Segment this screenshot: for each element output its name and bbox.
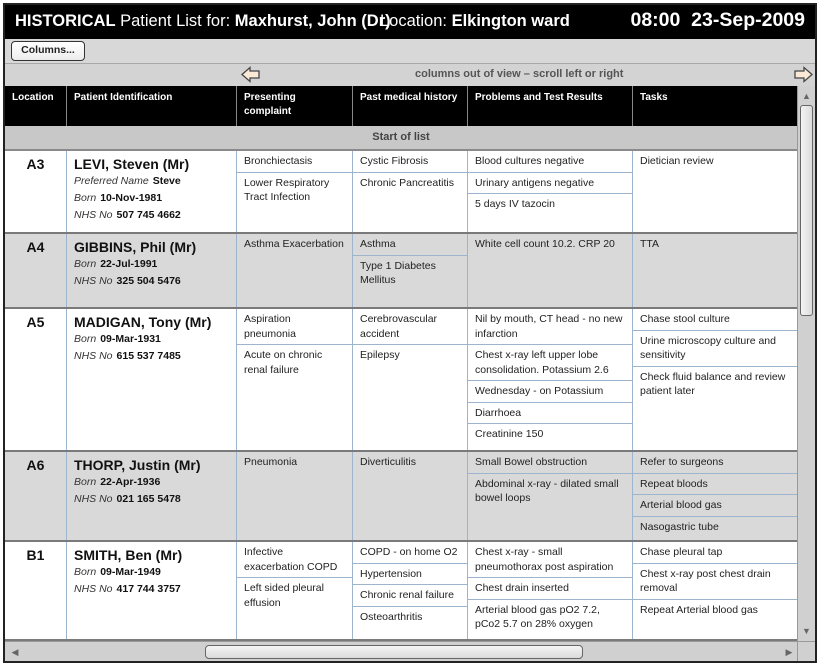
nhs-number-value: 417 744 3757 bbox=[116, 583, 181, 595]
patient-identification bbox=[67, 151, 237, 232]
past-medical-history-cell bbox=[353, 151, 468, 232]
bed-location: A5 bbox=[5, 309, 67, 450]
presenting-complaint[interactable]: Pneumonia bbox=[244, 456, 298, 468]
location-name: Elkington ward bbox=[451, 12, 570, 30]
problem-result[interactable]: Small Bowel obstruction bbox=[468, 452, 632, 474]
task[interactable]: Chase pleural tap bbox=[633, 542, 797, 564]
past-medical-history[interactable]: Cystic Fibrosis bbox=[353, 151, 467, 173]
patient-identification bbox=[67, 542, 237, 639]
problem-result[interactable]: Blood cultures negative bbox=[468, 151, 632, 173]
column-header-location[interactable]: Location bbox=[5, 86, 67, 126]
scroll-right-icon[interactable]: ▶ bbox=[785, 647, 793, 657]
nhs-number bbox=[74, 273, 229, 290]
past-medical-history-cell bbox=[353, 452, 468, 540]
vertical-scrollbar[interactable] bbox=[797, 86, 815, 641]
column-header-patient-identification[interactable]: Patient Identification bbox=[67, 86, 237, 126]
past-medical-history[interactable]: COPD - on home O2 bbox=[353, 542, 467, 564]
problem-result-cell bbox=[468, 542, 633, 639]
task[interactable]: Chest x-ray post chest drain removal bbox=[633, 564, 797, 600]
nhs-number-label: NHS No bbox=[74, 350, 113, 362]
location-label: Location: bbox=[380, 12, 447, 30]
past-medical-history[interactable]: Chronic Pancreatitis bbox=[360, 176, 454, 189]
task[interactable]: Repeat Arterial blood gas bbox=[640, 603, 758, 616]
title-bar bbox=[5, 5, 815, 39]
horizontal-scrollbar[interactable] bbox=[5, 641, 815, 661]
date-of-birth-label: Born bbox=[74, 476, 97, 488]
past-medical-history[interactable]: Type 1 Diabetes Mellitus bbox=[360, 259, 436, 286]
task[interactable]: Dietician review bbox=[640, 155, 714, 167]
problem-result-cell bbox=[468, 151, 633, 232]
task[interactable]: Check fluid balance and review patient later bbox=[640, 370, 786, 397]
past-medical-history-cell bbox=[353, 309, 468, 450]
patient-name[interactable]: THORP, Justin (Mr) bbox=[74, 457, 201, 473]
task[interactable]: TTA bbox=[640, 238, 660, 250]
date-of-birth-value: 22-Jul-1991 bbox=[100, 258, 158, 270]
past-medical-history[interactable]: Chronic renal failure bbox=[353, 585, 467, 607]
task[interactable]: Urine microscopy culture and sensitivity bbox=[633, 331, 797, 367]
presenting-complaint[interactable]: Left sided pleural effusion bbox=[244, 582, 324, 609]
arrow-left-icon[interactable] bbox=[241, 66, 261, 83]
nhs-number bbox=[74, 581, 229, 598]
nhs-number-value: 615 537 7485 bbox=[116, 350, 181, 362]
task-cell bbox=[633, 151, 797, 232]
task-cell bbox=[633, 542, 797, 639]
patient-name[interactable]: GIBBINS, Phil (Mr) bbox=[74, 239, 197, 255]
patient-identification bbox=[67, 452, 237, 540]
patient-name[interactable]: LEVI, Steven (Mr) bbox=[74, 156, 190, 172]
presenting-complaint[interactable]: Infective exacerbation COPD bbox=[237, 542, 352, 578]
patient-grid bbox=[5, 86, 797, 641]
problem-result[interactable]: Chest drain inserted bbox=[468, 578, 632, 600]
past-medical-history-cell bbox=[353, 542, 468, 639]
presenting-complaint-cell bbox=[237, 542, 353, 639]
column-header-row bbox=[5, 86, 797, 126]
past-medical-history-cell bbox=[353, 234, 468, 307]
bed-location: A3 bbox=[5, 151, 67, 232]
patient-row[interactable] bbox=[5, 542, 797, 641]
problem-result[interactable]: Arterial blood gas pO2 7.2, pCo2 5.7 on 28% oxygen bbox=[475, 603, 600, 630]
date-of-birth-label: Born bbox=[74, 566, 97, 578]
nhs-number-label: NHS No bbox=[74, 209, 113, 221]
list-label: Patient List for: bbox=[120, 12, 231, 30]
bed-location: A6 bbox=[5, 452, 67, 540]
date-of-birth-value: 09-Mar-1931 bbox=[100, 333, 161, 345]
problem-result[interactable]: 5 days IV tazocin bbox=[475, 198, 555, 210]
date-of-birth-label: Born bbox=[74, 192, 97, 204]
date-of-birth bbox=[74, 256, 229, 273]
scroll-up-icon[interactable]: ▲ bbox=[802, 91, 811, 101]
date-of-birth-value: 09-Mar-1949 bbox=[100, 566, 161, 578]
patient-name[interactable]: SMITH, Ben (Mr) bbox=[74, 547, 183, 563]
presenting-complaint[interactable]: Acute on chronic renal failure bbox=[244, 349, 323, 376]
presenting-complaint[interactable]: Bronchiectasis bbox=[237, 151, 352, 173]
presenting-complaint-cell bbox=[237, 151, 353, 232]
presenting-complaint-cell bbox=[237, 309, 353, 450]
past-medical-history[interactable]: Cerebrovascular accident bbox=[353, 309, 467, 345]
date-of-birth bbox=[74, 331, 229, 348]
scrollbar-corner bbox=[797, 642, 815, 661]
horizontal-scroll-thumb[interactable] bbox=[205, 645, 583, 659]
problem-result-cell bbox=[468, 452, 633, 540]
problem-result[interactable]: Diarrhoea bbox=[468, 403, 632, 425]
nhs-number-value: 507 745 4662 bbox=[116, 209, 181, 221]
nhs-number-label: NHS No bbox=[74, 275, 113, 287]
presenting-complaint[interactable]: Lower Respiratory Tract Infection bbox=[244, 176, 330, 203]
past-medical-history[interactable]: Diverticulitis bbox=[360, 456, 417, 468]
problem-result[interactable]: Urinary antigens negative bbox=[468, 173, 632, 195]
column-header-presenting-complaint[interactable]: Presenting complaint bbox=[237, 86, 353, 126]
task-cell bbox=[633, 234, 797, 307]
nhs-number-label: NHS No bbox=[74, 493, 113, 505]
scroll-left-icon[interactable]: ◀ bbox=[11, 647, 19, 657]
nhs-number bbox=[74, 348, 229, 365]
column-header-past-medical-history[interactable]: Past medical history bbox=[353, 86, 468, 126]
patient-row[interactable] bbox=[5, 151, 797, 234]
task[interactable]: Chase stool culture bbox=[633, 309, 797, 331]
nhs-number-value: 325 504 5476 bbox=[116, 275, 181, 287]
date-of-birth bbox=[74, 190, 229, 207]
nhs-number-label: NHS No bbox=[74, 583, 113, 595]
nhs-number-value: 021 165 5478 bbox=[116, 493, 181, 505]
problem-result-cell bbox=[468, 234, 633, 307]
column-header-problems-test-results[interactable]: Problems and Test Results bbox=[468, 86, 633, 126]
scroll-down-icon[interactable]: ▼ bbox=[802, 626, 811, 636]
problem-result[interactable]: White cell count 10.2. CRP 20 bbox=[475, 238, 615, 250]
patient-identification bbox=[67, 234, 237, 307]
task[interactable]: Nasogastric tube bbox=[640, 520, 719, 533]
past-medical-history[interactable]: Epilepsy bbox=[360, 349, 400, 361]
date-of-birth-value: 10-Nov-1981 bbox=[100, 192, 163, 204]
patient-row[interactable] bbox=[5, 234, 797, 309]
date-of-birth bbox=[74, 564, 229, 581]
title-location bbox=[380, 12, 570, 31]
problem-result[interactable]: Chest x-ray - small pneumothorax post aspiration bbox=[468, 542, 632, 578]
datetime: 08:00 23-Sep-2009 bbox=[630, 9, 805, 31]
past-medical-history[interactable]: Osteoarthritis bbox=[360, 610, 423, 623]
presenting-complaint-cell bbox=[237, 452, 353, 540]
column-header-tasks[interactable]: Tasks bbox=[640, 92, 668, 103]
problem-result[interactable]: Nil by mouth, CT head - no new infarction bbox=[468, 309, 632, 345]
bed-location: B1 bbox=[5, 542, 67, 639]
preferred-name-label: Preferred Name bbox=[74, 175, 149, 187]
nhs-number bbox=[74, 207, 229, 224]
presenting-complaint-cell bbox=[237, 234, 353, 307]
mode-label: HISTORICAL bbox=[15, 12, 116, 30]
patient-identification bbox=[67, 309, 237, 450]
preferred-name-value: Steve bbox=[152, 175, 181, 187]
task[interactable]: Repeat bloods bbox=[633, 474, 797, 496]
date-of-birth-label: Born bbox=[74, 333, 97, 345]
patient-name[interactable]: MADIGAN, Tony (Mr) bbox=[74, 314, 212, 330]
problem-result-cell bbox=[468, 309, 633, 450]
date-of-birth-label: Born bbox=[74, 258, 97, 270]
task[interactable]: Refer to surgeons bbox=[633, 452, 797, 474]
doctor-name: Maxhurst, John (Dr) bbox=[234, 12, 391, 30]
date-of-birth bbox=[74, 474, 229, 491]
scroll-hint-text: columns out of view – scroll left or right bbox=[415, 68, 624, 80]
start-of-list-row: Start of list bbox=[5, 126, 797, 151]
presenting-complaint[interactable]: Asthma Exacerbation bbox=[244, 238, 344, 250]
columns-button[interactable]: Columns... bbox=[11, 41, 85, 61]
title-left bbox=[15, 12, 391, 31]
date-of-birth-value: 22-Apr-1936 bbox=[100, 476, 161, 488]
problem-result[interactable]: Chest x-ray left upper lobe consolidation. Potassium 2.6 bbox=[468, 345, 632, 381]
column-scroll-hint-bar bbox=[5, 64, 815, 86]
past-medical-history[interactable]: Hypertension bbox=[353, 564, 467, 586]
preferred-name bbox=[74, 173, 229, 190]
patient-row[interactable] bbox=[5, 452, 797, 542]
vertical-scroll-thumb[interactable] bbox=[800, 105, 813, 316]
patient-row[interactable] bbox=[5, 309, 797, 452]
nhs-number bbox=[74, 491, 229, 508]
toolbar bbox=[5, 39, 815, 64]
arrow-right-icon[interactable] bbox=[793, 66, 813, 83]
problem-result[interactable]: Wednesday - on Potassium bbox=[468, 381, 632, 403]
problem-result[interactable]: Creatinine 150 bbox=[475, 428, 544, 440]
task-cell bbox=[633, 309, 797, 450]
past-medical-history[interactable]: Asthma bbox=[353, 234, 467, 256]
bed-location: A4 bbox=[5, 234, 67, 307]
task[interactable]: Arterial blood gas bbox=[633, 495, 797, 517]
task-cell bbox=[633, 452, 797, 540]
presenting-complaint[interactable]: Aspiration pneumonia bbox=[237, 309, 352, 345]
problem-result[interactable]: Abdominal x-ray - dilated small bowel loops bbox=[475, 477, 619, 504]
patient-list-window bbox=[3, 3, 817, 663]
